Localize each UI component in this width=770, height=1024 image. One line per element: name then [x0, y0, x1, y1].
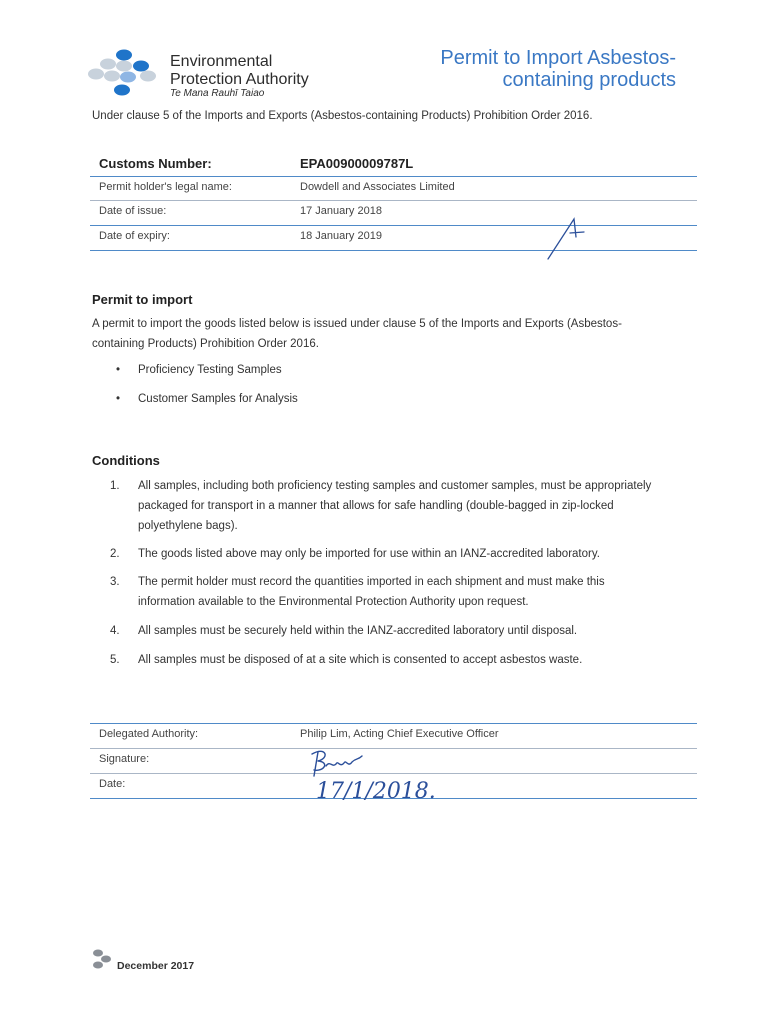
holder-name-value: Dowdell and Associates Limited: [300, 181, 455, 193]
document-title-line1: Permit to Import Asbestos-: [440, 47, 676, 69]
customs-number-value: EPA00900009787L: [300, 156, 414, 171]
expiry-date-value: 18 January 2019: [300, 230, 382, 242]
footer-date: December 2017: [117, 960, 195, 972]
holder-name-label: Permit holder's legal name:: [99, 181, 232, 193]
expiry-date-label: Date of expiry:: [99, 230, 170, 242]
document-title-line2: containing products: [502, 69, 676, 91]
org-maori-name: Te Mana Rauhī Taiao: [170, 88, 265, 99]
conditions-heading: Conditions: [92, 453, 160, 468]
signature-label: Signature:: [99, 753, 150, 765]
epa-footer-logo-icon: [92, 948, 114, 970]
delegated-authority-label: Delegated Authority:: [99, 728, 199, 740]
epa-logo-icon: [86, 46, 166, 102]
table-divider: [90, 176, 697, 177]
customs-number-label: Customs Number:: [99, 156, 212, 171]
svg-text:17/1/2018.: 17/1/2018.: [316, 779, 436, 804]
table-divider: [90, 250, 697, 251]
table-divider: [90, 225, 697, 226]
org-name-line1: Environmental: [170, 53, 273, 70]
handwritten-date: [316, 772, 456, 812]
intro-clause: Under clause 5 of the Imports and Exports (Asbestos-containing Products) Prohibition Order 2016.: [92, 110, 593, 122]
issue-date-value: 17 January 2018: [300, 205, 382, 217]
delegated-authority-value: Philip Lim, Acting Chief Executive Officer: [300, 728, 499, 740]
table-divider: [90, 200, 697, 201]
date-label: Date:: [99, 778, 126, 790]
issue-date-label: Date of issue:: [99, 205, 167, 217]
handwritten-initial-mark: [540, 215, 590, 263]
table-divider: [90, 723, 697, 724]
table-divider: [90, 748, 697, 749]
permit-text: A permit to import the goods listed below is issued under clause 5 of the Imports and Exports (Asbestos-containing Products) Prohibition Order 2016.: [92, 318, 622, 350]
permit-heading: Permit to import: [92, 292, 193, 307]
org-name-line2: Protection Authority: [170, 71, 309, 88]
